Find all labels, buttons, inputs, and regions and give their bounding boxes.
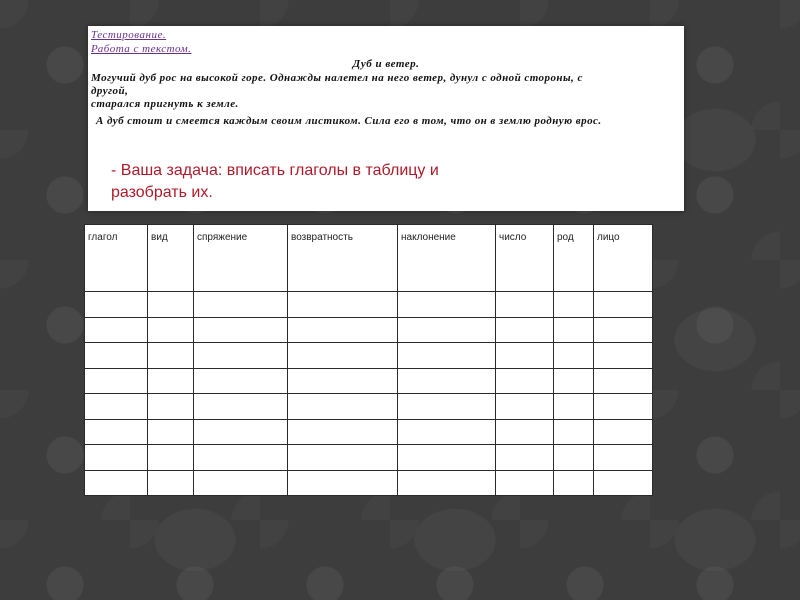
table-cell[interactable]	[148, 394, 194, 420]
table-cell[interactable]	[398, 394, 496, 420]
table-cell[interactable]	[554, 445, 594, 471]
header-cell: лицо	[594, 225, 653, 292]
table-cell[interactable]	[398, 317, 496, 343]
table-cell[interactable]	[194, 394, 288, 420]
table-cell[interactable]	[594, 317, 653, 343]
table-cell[interactable]	[496, 419, 554, 445]
table-cell[interactable]	[85, 445, 148, 471]
text-panel	[88, 26, 684, 211]
header-cell: наклонение	[398, 225, 496, 292]
table-body	[85, 292, 653, 496]
story-title: Дуб и ветер.	[352, 58, 420, 70]
header-cell: число	[496, 225, 554, 292]
table-cell[interactable]	[288, 445, 398, 471]
table-cell[interactable]	[288, 368, 398, 394]
table-cell[interactable]	[288, 317, 398, 343]
table-cell[interactable]	[85, 419, 148, 445]
table-cell[interactable]	[496, 368, 554, 394]
table-row	[85, 368, 653, 394]
task-line: разобрать их.	[111, 184, 213, 201]
text-work-link[interactable]: Работа с текстом.	[91, 43, 192, 55]
table-cell[interactable]	[496, 343, 554, 369]
table-cell[interactable]	[496, 292, 554, 318]
header-cell: глагол	[85, 225, 148, 292]
story-line: Могучий дуб рос на высокой горе. Однажды налетел на него ветер, дунул с одной стороны, с	[91, 72, 583, 84]
table-cell[interactable]	[85, 343, 148, 369]
table-cell[interactable]	[554, 394, 594, 420]
table-cell[interactable]	[594, 445, 653, 471]
table-cell[interactable]	[194, 368, 288, 394]
table-cell[interactable]	[594, 343, 653, 369]
story-line: другой,	[91, 85, 129, 97]
task-line: - Ваша задача: вписать глаголы в таблицу и	[111, 162, 439, 179]
table-row	[85, 470, 653, 496]
table-cell[interactable]	[594, 470, 653, 496]
table-header-row	[85, 225, 653, 292]
table-cell[interactable]	[554, 470, 594, 496]
story-line: А дуб стоит и смеется каждым своим листиком. Сила его в том, что он в землю родную врос.	[96, 115, 602, 127]
table-cell[interactable]	[496, 317, 554, 343]
table-cell[interactable]	[288, 292, 398, 318]
table-cell[interactable]	[288, 343, 398, 369]
table-cell[interactable]	[194, 470, 288, 496]
table-cell[interactable]	[288, 419, 398, 445]
table-cell[interactable]	[554, 343, 594, 369]
table-cell[interactable]	[398, 470, 496, 496]
table-cell[interactable]	[194, 445, 288, 471]
verb-analysis-table	[84, 224, 652, 496]
table-cell[interactable]	[554, 317, 594, 343]
header-cell: род	[554, 225, 594, 292]
testing-link[interactable]: Тестирование.	[91, 29, 167, 41]
table-cell[interactable]	[194, 317, 288, 343]
table-row	[85, 419, 653, 445]
table-cell[interactable]	[194, 343, 288, 369]
table-cell[interactable]	[398, 343, 496, 369]
header-cell: возвратность	[288, 225, 398, 292]
table-cell[interactable]	[554, 292, 594, 318]
table-cell[interactable]	[85, 317, 148, 343]
task-instruction	[111, 160, 439, 204]
table-cell[interactable]	[554, 419, 594, 445]
story-body	[91, 72, 676, 128]
table-cell[interactable]	[148, 470, 194, 496]
table-cell[interactable]	[148, 445, 194, 471]
table-cell[interactable]	[594, 368, 653, 394]
table-cell[interactable]	[288, 394, 398, 420]
table-cell[interactable]	[194, 292, 288, 318]
table-cell[interactable]	[496, 470, 554, 496]
table-cell[interactable]	[148, 368, 194, 394]
story-line: старался пригнуть к земле.	[91, 98, 239, 110]
table-row	[85, 445, 653, 471]
table-cell[interactable]	[398, 368, 496, 394]
header-cell: вид	[148, 225, 194, 292]
table-cell[interactable]	[496, 394, 554, 420]
table-cell[interactable]	[85, 394, 148, 420]
table-cell[interactable]	[148, 419, 194, 445]
table-cell[interactable]	[148, 292, 194, 318]
table-cell[interactable]	[398, 292, 496, 318]
table-cell[interactable]	[554, 368, 594, 394]
table-cell[interactable]	[398, 419, 496, 445]
table-row	[85, 394, 653, 420]
table-cell[interactable]	[85, 292, 148, 318]
table-cell[interactable]	[398, 445, 496, 471]
table-row	[85, 343, 653, 369]
table-cell[interactable]	[194, 419, 288, 445]
table-cell[interactable]	[288, 470, 398, 496]
table-cell[interactable]	[148, 343, 194, 369]
verb-table	[84, 224, 653, 496]
table-cell[interactable]	[85, 470, 148, 496]
header-cell: спряжение	[194, 225, 288, 292]
table-cell[interactable]	[85, 368, 148, 394]
table-cell[interactable]	[148, 317, 194, 343]
table-cell[interactable]	[594, 394, 653, 420]
table-row	[85, 292, 653, 318]
table-row	[85, 317, 653, 343]
table-cell[interactable]	[594, 292, 653, 318]
table-cell[interactable]	[496, 445, 554, 471]
table-cell[interactable]	[594, 419, 653, 445]
